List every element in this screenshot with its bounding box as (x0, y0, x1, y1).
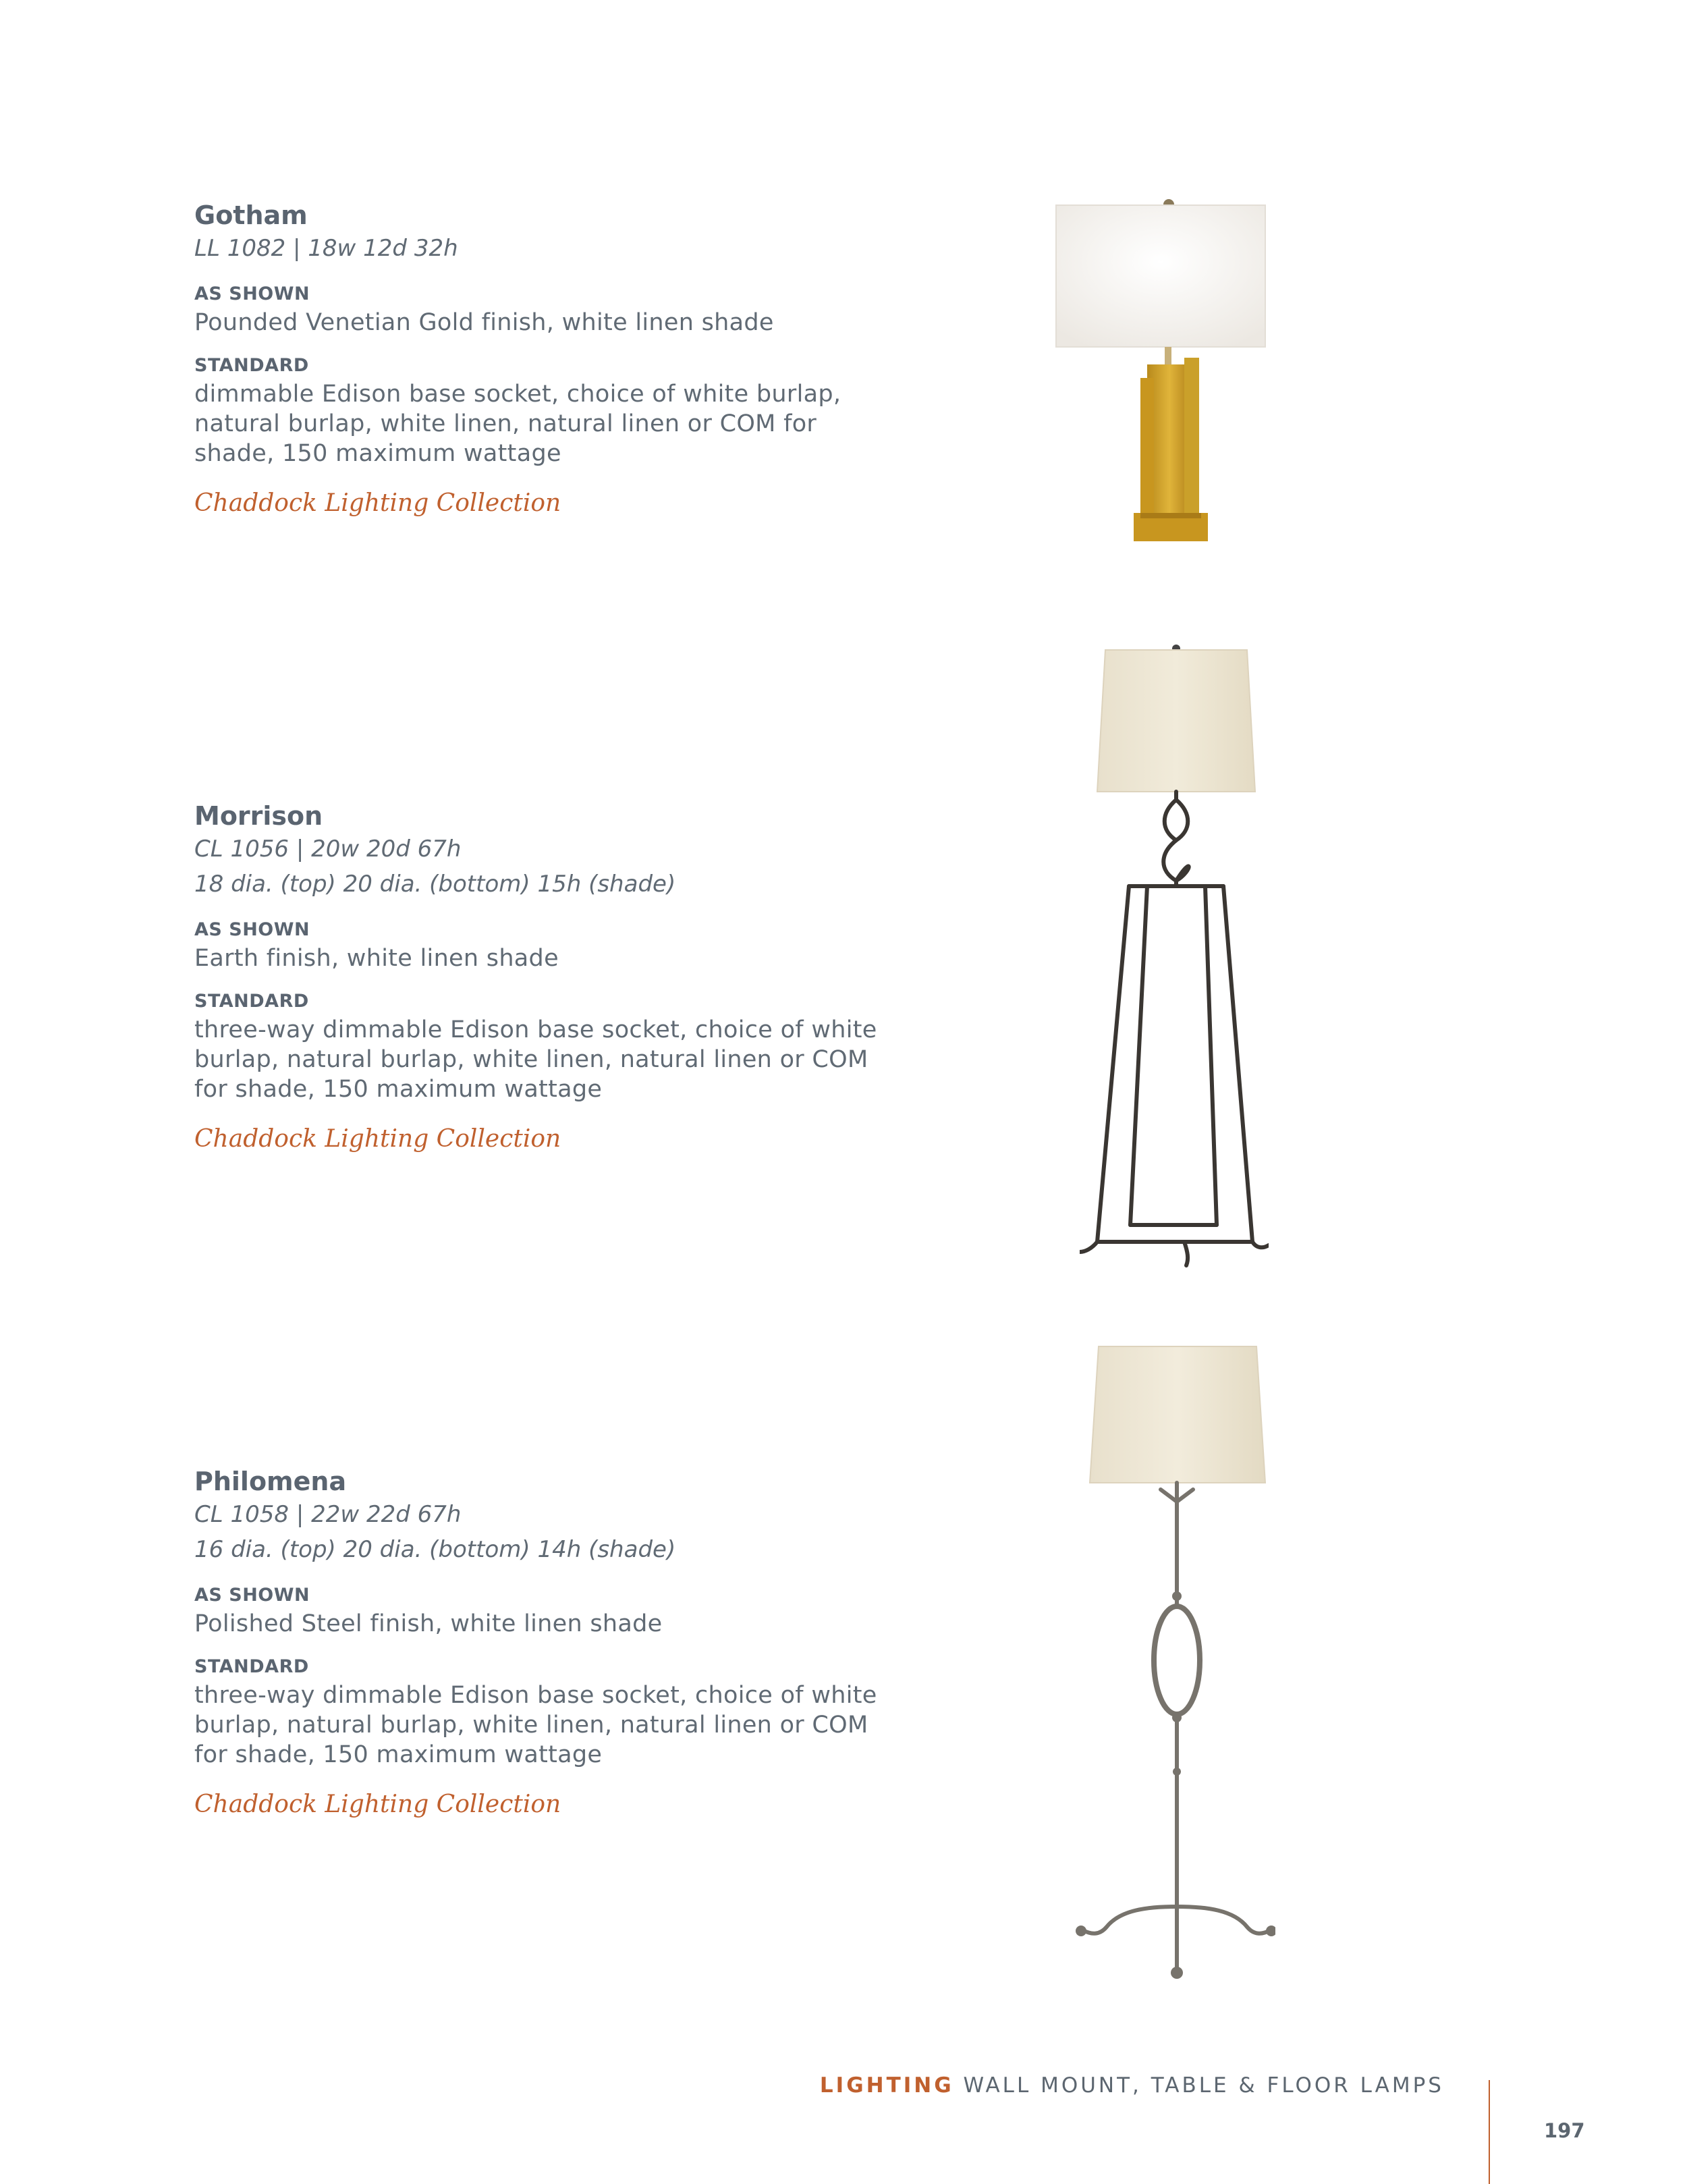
as-shown-label: AS SHOWN (194, 283, 310, 304)
product-spec-line: CL 1058 | 22w 22d 67h (194, 1501, 462, 1528)
product-name: Philomena (194, 1467, 347, 1496)
collection-name: Chaddock Lighting Collection (194, 1125, 561, 1153)
as-shown-text: Polished Steel finish, white linen shade (194, 1610, 663, 1637)
product-name: Morrison (194, 801, 323, 831)
standard-text-line: natural burlap, white linen, natural linen or COM for (194, 410, 817, 437)
product-philomena (194, 1466, 937, 1821)
standard-text-line: for shade, 150 maximum wattage (194, 1076, 603, 1103)
standard-text-line: shade, 150 maximum wattage (194, 440, 561, 467)
footer-subtitle: WALL MOUNT, TABLE & FLOOR LAMPS (963, 2073, 1444, 2098)
standard-label: STANDARD (194, 991, 309, 1012)
standard-label: STANDARD (194, 355, 309, 376)
shade-spec-line: 18 dia. (top) 20 dia. (bottom) 15h (shade) (194, 871, 676, 898)
standard-label: STANDARD (194, 1656, 309, 1677)
morrison-floor-lamp-image (1080, 638, 1269, 1272)
footer-section-title (820, 2073, 1444, 2098)
product-spec-line: LL 1082 | 18w 12d 32h (194, 235, 458, 262)
standard-text-line: burlap, natural burlap, white linen, natural linen or COM (194, 1046, 868, 1073)
as-shown-text: Pounded Venetian Gold finish, white linen shade (194, 309, 774, 336)
footer-divider (1489, 2080, 1490, 2184)
collection-name: Chaddock Lighting Collection (194, 1791, 561, 1818)
philomena-floor-lamp-image (1073, 1340, 1275, 1981)
as-shown-label: AS SHOWN (194, 1585, 310, 1606)
page-number: 197 (1544, 2119, 1585, 2142)
standard-text-line: three-way dimmable Edison base socket, choice of white (194, 1016, 877, 1043)
footer-category: LIGHTING (819, 2073, 954, 2098)
standard-text-line: for shade, 150 maximum wattage (194, 1741, 603, 1768)
as-shown-label: AS SHOWN (194, 919, 310, 940)
gotham-table-lamp-image (1039, 196, 1296, 574)
collection-name: Chaddock Lighting Collection (194, 489, 561, 517)
standard-text-line: burlap, natural burlap, white linen, natural linen or COM (194, 1712, 868, 1739)
product-morrison (194, 800, 937, 1155)
product-gotham (194, 200, 937, 520)
shade-spec-line: 16 dia. (top) 20 dia. (bottom) 14h (shade) (194, 1536, 676, 1563)
standard-text-line: dimmable Edison base socket, choice of white burlap, (194, 381, 841, 408)
product-spec-line: CL 1056 | 20w 20d 67h (194, 836, 462, 863)
standard-text-line: three-way dimmable Edison base socket, choice of white (194, 1682, 877, 1709)
product-name: Gotham (194, 200, 308, 230)
as-shown-text: Earth finish, white linen shade (194, 945, 559, 972)
